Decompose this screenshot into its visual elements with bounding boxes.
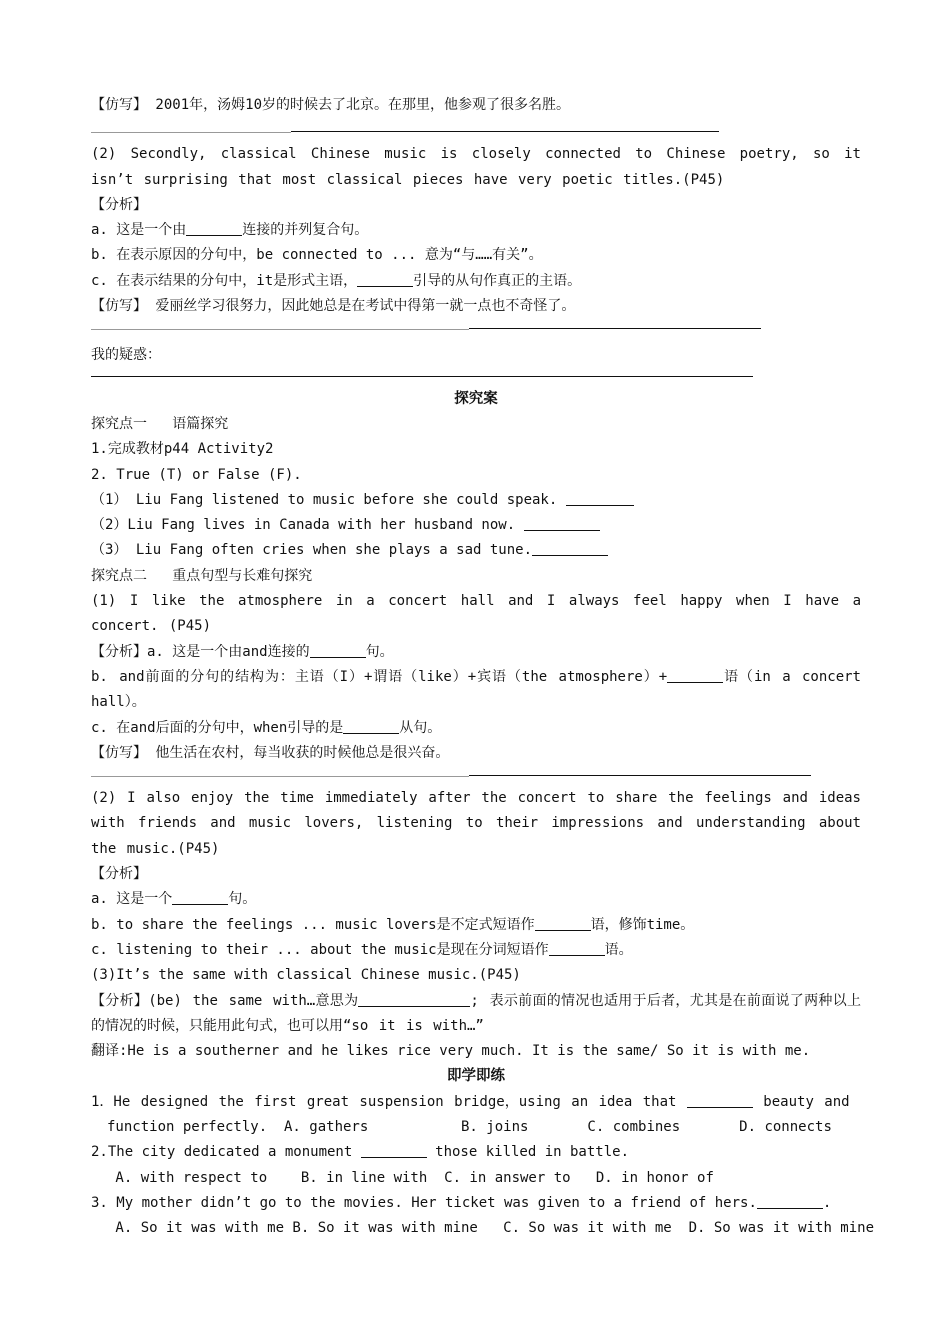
explore-item-1: 1.完成教材p44 Activity2 <box>91 441 274 458</box>
s1-c-text: c. 在and后面的分句中，when引导的是 <box>91 719 344 736</box>
mimic-label: 【仿写】 <box>91 744 147 761</box>
q3-stem: 3. My mother didn’t go to the movies. Her ticket was given to a friend of hers. <box>91 1194 757 1211</box>
q3-blank[interactable] <box>757 1194 823 1209</box>
q1-stem: 1．He designed the first great suspension bridge，using an idea that <box>91 1093 687 1110</box>
s3-translate: 翻译:He is a southerner and he likes rice very much. It is the same/ So it is with me. <box>91 1043 811 1060</box>
s2-a-text: a. 这是一个 <box>91 891 173 908</box>
s2-analysis-b <box>91 913 861 938</box>
explore-item-2: 2. True (T) or False (F). <box>91 466 302 483</box>
fill-blank[interactable] <box>343 719 399 734</box>
tf-text: （1） Liu Fang listened to music before she could speak. <box>91 491 566 508</box>
s2-a-tail: 句。 <box>228 891 257 908</box>
answer-line <box>91 321 861 339</box>
question-3 <box>91 1191 861 1216</box>
fill-blank[interactable] <box>358 992 470 1007</box>
explore-point-1: 探究点一 语篇探究 <box>91 415 229 432</box>
tf-answer-blank[interactable] <box>532 541 608 556</box>
analysis-a <box>91 218 861 243</box>
s2-analysis-a <box>91 887 861 912</box>
analysis-c-text: c. 在表示结果的分句中，it是形式主语， <box>91 272 358 289</box>
s2-c-text: c. listening to their ... about the music是现在分词短语作 <box>91 941 549 958</box>
s2-c-tail: 语。 <box>604 941 633 958</box>
mimic-text: 2001年，汤姆10岁的时候去了北京。在那里，他参观了很多名胜。 <box>147 97 570 113</box>
mimic-text: 爱丽丝学习很努力，因此她总是在考试中得第一就一点也不奇怪了。 <box>147 298 576 315</box>
tf-item-1 <box>91 488 861 513</box>
fill-blank[interactable] <box>172 890 228 905</box>
s1-a-tail: 句。 <box>365 643 394 660</box>
fill-blank[interactable] <box>310 643 366 658</box>
fill-blank[interactable] <box>535 916 591 931</box>
analysis-label: 【分析】 <box>91 643 147 660</box>
s2-analysis-c <box>91 938 861 963</box>
mimic-text: 他生活在农村，每当收获的时候他总是很兴奋。 <box>147 744 450 761</box>
s1-analysis-a <box>91 640 861 665</box>
explore-title: 探究案 <box>454 390 498 407</box>
fill-blank[interactable] <box>549 941 605 956</box>
s2-b-tail: 语，修饰time。 <box>590 916 695 933</box>
doubt-label: 我的疑惑： <box>91 347 161 364</box>
tf-answer-blank[interactable] <box>566 491 634 506</box>
mimic-line-1 <box>91 93 861 118</box>
q2-options: A. with respect to B. in line with C. in answer to D. in honor of <box>107 1169 714 1186</box>
q1-stem-tail: beauty and <box>752 1093 850 1110</box>
analysis-a-tail: 连接的并列复合句。 <box>242 222 369 239</box>
q3-stem-tail: . <box>822 1194 832 1211</box>
sentence-s3: (3)It’s the same with classical Chinese music.(P45) <box>91 967 521 984</box>
s1-b-text: b. and前面的分句的结构为：主语（I）+谓语（like）+宾语（the atmosphere）+ <box>91 668 668 685</box>
sentence-2: (2) Secondly, classical Chinese music is closely connected to Chinese poetry, so it isn’t surprising that most classical pieces have very poetic titles.(P45) <box>91 146 861 188</box>
q2-stem: 2.The city dedicated a monument <box>91 1144 361 1161</box>
sentence-s2: (2) I also enjoy the time immediately after the concert to share the feelings and ideas with friends and music lovers, listening to their impressions and understanding about the music.(P45) <box>91 790 861 857</box>
q2-blank[interactable] <box>361 1143 427 1158</box>
mimic-label: 【仿写】 <box>91 97 147 113</box>
explore-point-2: 探究点二 重点句型与长难句探究 <box>91 567 313 584</box>
tf-text: （2）Liu Fang lives in Canada with her husband now. <box>91 517 524 534</box>
q1-blank[interactable] <box>687 1093 753 1108</box>
tf-text: （3） Liu Fang often cries when she plays a sad tune. <box>91 542 533 559</box>
tf-answer-blank[interactable] <box>524 516 600 531</box>
sentence-s1: (1) I like the atmosphere in a concert hall and I always feel happy when I have a concert. (P45) <box>91 593 861 635</box>
s3-a-tail: ; 表示前面的情况也适用于后者，尤其是在前面说了两种以上的情况的时候，只能用此句式，也可以用“so it is with…” <box>91 992 861 1034</box>
analysis-label: 【分析】 <box>91 196 147 213</box>
answer-line <box>91 369 861 387</box>
answer-line <box>91 768 861 786</box>
q2-stem-tail: those killed in battle. <box>426 1144 630 1161</box>
s1-analysis-b <box>91 665 861 716</box>
answer-line <box>91 124 861 142</box>
question-1 <box>91 1090 861 1115</box>
analysis-a-text: a. 这是一个由 <box>91 222 187 239</box>
fill-blank[interactable] <box>357 272 413 287</box>
fill-blank[interactable] <box>667 668 723 683</box>
q1-options: function perfectly. A. gathers B. joins C. combines D. connects <box>107 1118 832 1135</box>
analysis-label: 【分析】 <box>91 992 149 1009</box>
s3-a-text: (be) the same with…意思为 <box>148 992 359 1009</box>
mimic-line-2 <box>91 294 861 319</box>
fill-blank[interactable] <box>186 221 242 236</box>
q3-options: A. So it was with me B. So it was with mine C. So was it with me D. So was it with mine <box>107 1220 875 1237</box>
tf-item-2 <box>91 513 861 538</box>
practice-title: 即学即练 <box>447 1068 505 1085</box>
mimic-label: 【仿写】 <box>91 298 147 315</box>
question-2 <box>91 1140 861 1165</box>
s1-analysis-c <box>91 716 861 741</box>
analysis-c <box>91 269 861 294</box>
analysis-b: b. 在表示原因的分句中，be connected to ... 意为“与……有关”。 <box>91 247 543 264</box>
s1-a-text: a. 这是一个由and连接的 <box>147 643 310 660</box>
s3-analysis <box>91 989 861 1040</box>
worksheet-page <box>91 93 875 1241</box>
s1-mimic <box>91 741 861 766</box>
s2-b-text: b. to share the feelings ... music lovers是不定式短语作 <box>91 916 535 933</box>
analysis-c-tail: 引导的从句作真正的主语。 <box>413 272 582 289</box>
s1-b-tail: 语（in a concert hall）。 <box>91 668 861 711</box>
tf-item-3 <box>91 538 861 563</box>
s1-c-tail: 从句。 <box>399 719 442 736</box>
s2-analysis-label: 【分析】 <box>91 866 147 883</box>
